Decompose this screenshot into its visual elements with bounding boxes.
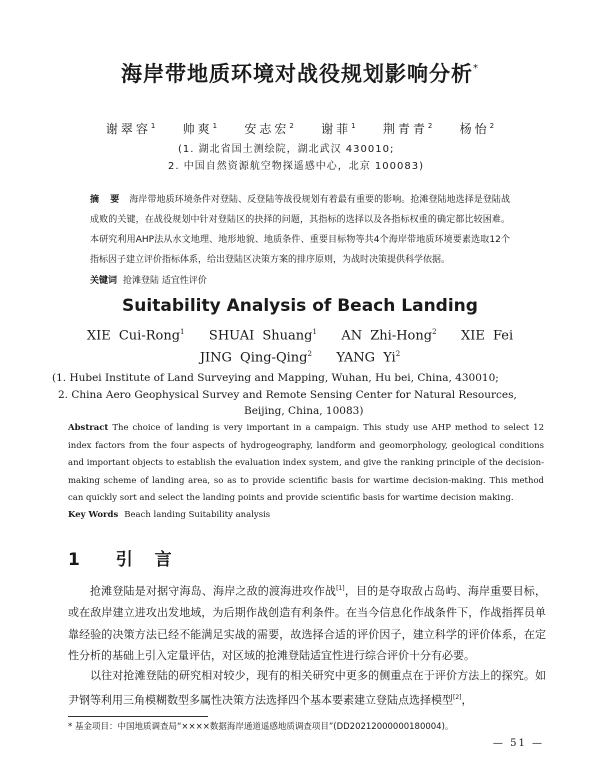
english-abstract-text: The choice of landing is very important in a campaign. This study use AHP method to select 12 index factors from the four aspects of hydrogeography, landform and geomorphology, geological conditions and important objects to establish the evaluation index system, and give the ranking principle of the decision-making scheme of landing area, so as to provide scientific basis for wartime decision-making. This method can quickly sort and select the landing points and provide scientific basis for wartime decision making. <box>68 423 544 503</box>
english-keywords-text: Beach landing Suitability analysis <box>124 510 271 520</box>
english-title: Suitability Analysis of Beach Landing <box>122 296 478 316</box>
author: 帅爽 <box>182 122 213 136</box>
english-affiliation-3: Beijing, China, 10083) <box>244 405 364 417</box>
chinese-abstract-text: 海岸带地质环境条件对登陆、反登陆等战役规划有着最有重要的影响。抢滩登陆地选择是登陆战成败的关键，在战役规划中针对登陆区的抉择的问题，其指标的选择以及各指标权重的确定都比较困难。本研究利用AHP法从水文地理、地形地貌、地质条件、重要目标物等共4个海岸带地质环境要素选取12个指标因子建立评价指标体系，给出登陆区决策方案的排序原则，为战时决策提供科学依据。 <box>90 195 510 265</box>
footnote: * 基金项目：中国地质调查局“××××数据海岸通道遥感地质调查项目”(DD20212000000180004)。 <box>68 722 454 732</box>
title-footnote-mark: * <box>473 63 479 74</box>
author: 荆青青 <box>382 122 428 136</box>
author: YANG Yi <box>336 350 396 366</box>
english-abstract-label: Abstract <box>68 423 109 433</box>
chinese-keywords-text: 抢滩登陆 适宜性评价 <box>123 276 207 286</box>
page-number: — 51 — <box>492 738 544 749</box>
chinese-keywords <box>90 273 207 286</box>
english-authors-line1: XIE Cui-Rong$^1$ SHUAI Shuang$^1$ AN Zhi-Hong$^2$ XIE Fei <box>86 328 514 344</box>
english-keywords-label: Key Words <box>68 510 119 520</box>
body-paragraph-2: 以往对抢滩登陆的研究相对较少，现有的相关研究中更多的侧重点在于评价方法上的探究。如尹钢等利用三角模糊数型多属性决策方法选择四个基本要素建立登陆点选择模型[2]， <box>68 669 546 707</box>
footnote-divider <box>68 716 208 717</box>
english-abstract <box>68 420 544 508</box>
body-paragraph-1: 抢滩登陆是对据守海岛、海岸之敌的渡海进攻作战[1]，目的是夺取敌占岛屿、海岸重要目标，或在敌岸建立进攻出发地域，为后期作战创造有利条件。在当今信息化作战条件下，作战指挥员单靠经验的决策方法已经不能满足实战的需要，故选择合适的评价因子，建立科学的评价体系，在定性分析的基础上引入定量评估，对区域的抢滩登陆适宜性进行综合评价十分有必要。 <box>68 584 546 663</box>
chinese-abstract <box>90 190 510 270</box>
english-keywords <box>68 510 270 520</box>
section-heading <box>68 545 180 570</box>
author: 谢翠容 <box>105 122 151 136</box>
chinese-keywords-label: 关键词 <box>90 276 118 286</box>
chinese-affiliation-2: 2. 中国自然资源航空物探遥感中心，北京 100083) <box>168 161 424 172</box>
chinese-abstract-label: 摘 要 <box>90 195 124 205</box>
citation: [1] <box>336 585 345 592</box>
author: 杨怡 <box>459 122 490 136</box>
section-title: 引 言 <box>115 550 180 570</box>
author: 安志宏 <box>244 122 290 136</box>
author: SHUAI Shuang <box>208 328 313 344</box>
chinese-affiliation-1: (1. 湖北省国土测绘院，湖北武汉 430010; <box>178 144 395 155</box>
english-authors-line2: JING Qing-Qing$^2$ YANG Yi$^2$ <box>199 350 401 366</box>
chinese-title: 海岸带地质环境对战役规划影响分析* <box>121 62 479 86</box>
citation: [2] <box>453 693 462 701</box>
author: JING Qing-Qing <box>199 350 308 366</box>
author: XIE Fei <box>460 328 514 344</box>
author: XIE Cui-Rong <box>86 328 181 344</box>
chinese-authors: 谢翠容$^1$ 帅爽$^1$ 安志宏$^2$ 谢菲$^1$ 荆青青$^2$ 杨怡$^2$ <box>105 122 495 136</box>
author: AN Zhi-Hong <box>341 328 433 344</box>
author: 谢菲 <box>321 122 352 136</box>
english-affiliation-1: (1. Hubei Institute of Land Surveying and Mapping, Wuhan, Hu bei, China, 430010; <box>52 372 499 384</box>
section-number: 1 <box>68 550 88 570</box>
english-affiliation-2: 2. China Aero Geophysical Survey and Remote Sensing Center for Natural Resources, <box>58 389 517 401</box>
